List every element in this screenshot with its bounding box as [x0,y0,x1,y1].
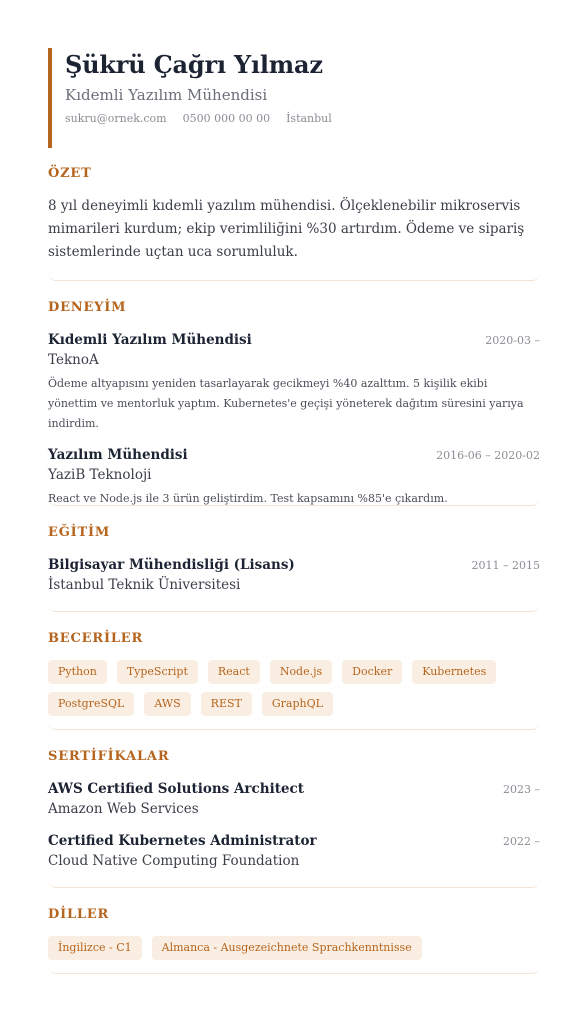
education-school: İstanbul Teknik Üniversitesi [48,577,241,593]
resume-header [48,48,540,148]
person-name: Şükrü Çağrı Yılmaz [65,50,323,79]
skills-list [48,660,540,716]
languages-section [48,906,540,974]
skill-chip: Python [48,660,107,684]
certification-item [48,831,540,871]
experience-date: 2016-06 – 2020-02 [436,449,540,462]
job-title: Kıdemli Yazılım Mühendisi [65,86,268,104]
resume-page [48,0,540,974]
skill-chip: React [208,660,260,684]
experience-item [48,445,540,509]
languages-heading: DİLLER [48,907,110,922]
certifications-heading: SERTİFİKALAR [48,749,170,764]
education-section [48,524,540,612]
certification-date: 2022 – [503,835,540,848]
certification-date: 2023 – [503,783,540,796]
summary-text: 8 yıl deneyimli kıdemli yazılım mühendisi. Ölçeklenebilir mikroservis mimarileri kurdum; ekip verimliliğini %30 artırdım. Ödeme ve sipariş sistemlerinde uçtan uca sorumluluk. [48,198,525,260]
certifications-section [48,748,540,888]
contact-phone[interactable]: 0500 000 00 00 [182,112,271,125]
certification-issuer: Cloud Native Computing Foundation [48,853,300,869]
experience-description: React ve Node.js ile 3 ürün geliştirdim. Test kapsamını %85'e çıkardım. [48,492,448,505]
skill-chip: AWS [144,692,190,716]
experience-company: YaziB Teknoloji [48,467,152,483]
skill-chip: Docker [342,660,402,684]
contact-location: İstanbul [286,112,332,125]
skill-chip: GraphQL [262,692,333,716]
education-date: 2011 – 2015 [471,559,540,572]
summary-section [48,165,540,281]
experience-heading: DENEYİM [48,300,127,315]
certification-item [48,779,540,819]
experience-item [48,330,540,434]
skill-chip: PostgreSQL [48,692,134,716]
skill-chip: REST [201,692,252,716]
experience-role: Yazılım Mühendisi [48,447,188,463]
contact-info [65,111,540,127]
certification-name: Certified Kubernetes Administrator [48,833,317,849]
experience-section [48,299,540,506]
languages-list [48,936,540,960]
education-heading: EĞİTİM [48,525,111,540]
education-degree: Bilgisayar Mühendisliği (Lisans) [48,557,295,573]
certification-name: AWS Certified Solutions Architect [48,781,304,797]
experience-role: Kıdemli Yazılım Mühendisi [48,332,252,348]
language-chip: İngilizce - C1 [48,936,142,960]
skill-chip: Kubernetes [412,660,496,684]
contact-email[interactable]: sukru@ornek.com [65,112,167,125]
certification-issuer: Amazon Web Services [48,801,199,817]
experience-company: TeknoA [48,352,99,368]
skills-section [48,630,540,730]
experience-description: Ödeme altyapısını yeniden tasarlayarak gecikmeyi %40 azalttım. 5 kişilik ekibi yönettim ve mentorluk yaptım. Kubernetes'e geçişi yöneterek dağıtım süresini yarıya indirdim. [48,377,524,430]
experience-date: 2020-03 – [485,334,540,347]
language-chip: Almanca - Ausgezeichnete Sprachkenntnisse [152,936,422,960]
education-item [48,555,540,595]
skill-chip: Node.js [270,660,332,684]
skill-chip: TypeScript [117,660,198,684]
skills-heading: BECERİLER [48,631,144,646]
summary-heading: ÖZET [48,166,92,181]
